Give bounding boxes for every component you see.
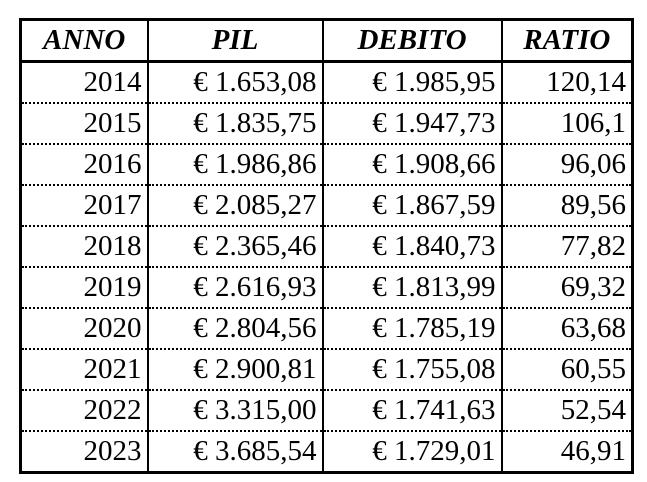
pil-cell: € 1.653,08 — [148, 62, 323, 104]
anno-cell: 2023 — [83, 435, 142, 467]
debito-cell: € 1.985,95 — [323, 62, 502, 104]
table-body — [21, 62, 633, 473]
pil-cell: € 1.835,75 — [148, 103, 323, 144]
pil-cell: € 2.900,81 — [148, 349, 323, 390]
table-row — [21, 431, 633, 473]
pil-cell: € 3.685,54 — [148, 431, 323, 473]
ratio-cell: 89,56 — [502, 185, 633, 226]
ratio-cell: 106,1 — [502, 103, 633, 144]
ratio-cell: 46,91 — [502, 431, 633, 473]
anno-cell: 2017 — [21, 185, 148, 226]
table-row — [21, 349, 633, 390]
ratio-cell: 63,68 — [502, 308, 633, 349]
table-row — [21, 103, 633, 144]
table-row — [21, 226, 633, 267]
debito-cell: € 1.729,01 — [323, 431, 502, 473]
anno-cell: 2020 — [21, 308, 148, 349]
ratio-cell: 69,32 — [502, 267, 633, 308]
ratio-cell: 77,82 — [502, 226, 633, 267]
anno-cell: 2016 — [21, 144, 148, 185]
table-row — [21, 185, 633, 226]
debito-cell: € 1.785,19 — [323, 308, 502, 349]
anno-cell: 2015 — [21, 103, 148, 144]
ratio-cell: 96,06 — [502, 144, 633, 185]
anno-cell: 2021 — [21, 349, 148, 390]
anno-cell: 2014 — [21, 62, 148, 104]
debito-cell: € 1.908,66 — [323, 144, 502, 185]
anno-cell: 2019 — [21, 267, 148, 308]
data-table — [19, 18, 634, 474]
pil-cell: € 1.986,86 — [148, 144, 323, 185]
table-row — [21, 62, 633, 104]
ratio-cell: 52,54 — [502, 390, 633, 431]
ratio-cell: 60,55 — [502, 349, 633, 390]
debito-cell: € 1.947,73 — [323, 103, 502, 144]
debito-cell: € 1.813,99 — [323, 267, 502, 308]
table-row — [21, 308, 633, 349]
debito-cell: € 1.741,63 — [323, 390, 502, 431]
ratio-cell: 120,14 — [502, 62, 633, 104]
debito-cell: € 1.755,08 — [323, 349, 502, 390]
table-row — [21, 267, 633, 308]
anno-cell: 2018 — [21, 226, 148, 267]
anno-cell: 2022 — [21, 390, 148, 431]
pil-cell: € 2.085,27 — [148, 185, 323, 226]
table-row — [21, 390, 633, 431]
table-row — [21, 144, 633, 185]
pil-cell: € 2.365,46 — [148, 226, 323, 267]
header-row — [21, 20, 633, 62]
pil-cell: € 2.804,56 — [148, 308, 323, 349]
debito-cell: € 1.867,59 — [323, 185, 502, 226]
debito-cell: € 1.840,73 — [323, 226, 502, 267]
header-ratio: RATIO — [502, 20, 633, 62]
pil-cell: € 3.315,00 — [148, 390, 323, 431]
header-pil: PIL — [148, 20, 323, 62]
header-debito: DEBITO — [323, 20, 502, 62]
pil-cell: € 2.616,93 — [148, 267, 323, 308]
header-anno: ANNO — [21, 20, 148, 62]
